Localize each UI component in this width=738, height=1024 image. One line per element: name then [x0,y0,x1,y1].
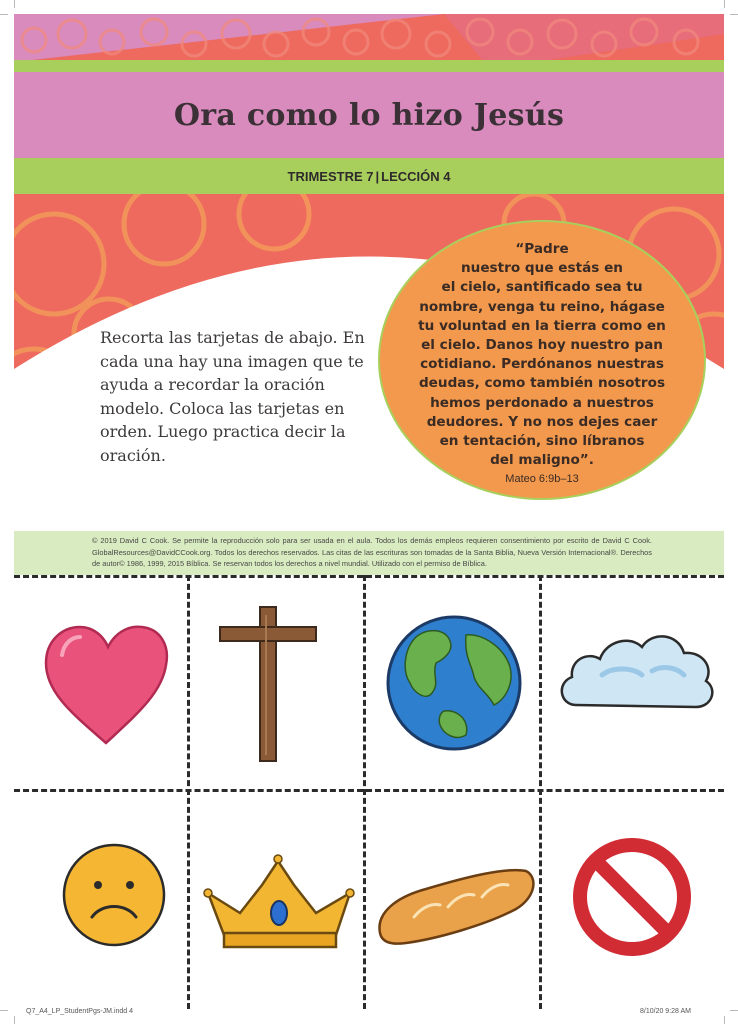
decorative-top-band [14,14,724,62]
green-strip [14,60,724,72]
card-globe[interactable] [366,575,540,787]
card-crown[interactable] [190,793,364,1005]
scripture-reference: Mateo 6:9b–13 [505,473,579,485]
cut-line [14,575,724,578]
scripture-line: del maligno”. [490,452,594,469]
scripture-circle [380,222,704,498]
crown-icon [190,793,364,1005]
instructions-text: Recorta las tarjetas de abajo. En cada una hay una imagen que te ayuda a recordar la oración modelo. Coloca las tarjetas en orden. Luego practica decir la oración. [100,328,365,465]
globe-icon [366,575,540,787]
card-no-symbol[interactable] [542,793,716,1005]
card-sad-face[interactable] [14,793,188,1005]
cutout-cards [14,575,724,1009]
separator: | [375,168,380,184]
file-slug: Q7_A4_LP_StudentPgs-JM.indd 4 [26,1008,134,1015]
scripture-line: deudas, como también nosotros [418,375,666,392]
scripture-line: nuestro que estás en [460,260,623,277]
crop-mark [14,0,15,8]
card-cloud[interactable] [542,575,716,787]
timestamp-slug: 8/10/20 9:28 AM [640,1008,691,1015]
crop-mark [730,1010,738,1011]
scripture-line: el cielo. Danos hoy nuestro pan [421,337,663,354]
term-label: TRIMESTRE 7 [287,168,374,184]
scripture-line: deudores. Y no nos dejes caer [426,413,658,430]
heart-icon [14,575,188,787]
cut-line [539,575,542,1009]
crop-mark [0,14,8,15]
cloud-icon [542,575,724,787]
crop-mark [730,14,738,15]
cut-line [363,575,366,1009]
title-band [14,72,724,158]
card-cross[interactable] [190,575,364,787]
lesson-band [14,158,724,194]
cut-line [14,789,724,792]
scripture-text [390,240,694,470]
crop-mark [14,1016,15,1024]
scripture-line: tu voluntad en la tierra como en [418,317,666,334]
crop-mark [0,1010,8,1011]
cross-icon [190,575,364,787]
page-title: Ora como lo hizo Jesús [173,97,565,133]
crop-mark [724,1016,725,1024]
cut-line [187,575,190,1009]
no-symbol-icon [542,793,716,1005]
lesson-label: LECCIÓN 4 [381,168,451,184]
scripture-line: el cielo, santificado sea tu [441,279,643,296]
card-bread[interactable] [366,793,540,1005]
card-heart[interactable] [14,575,188,787]
copyright-notice: © 2019 David C Cook. Se permite la reproducción solo para ser usada en el aula. Todos los demás empleos requieren consentimiento por escrito de David C Cook. GlobalResources@DavidCCook.org. Todos los derechos reservados. Las citas de las escrituras son tomadas de la Santa Biblia, Nueva Versión Internacional®. Derechos de autor© 1986, 1999, 2015 Bíblica. Se reservan todos los derechos a nivel mundial. Utilizado con el permiso de Bíblica. [14,531,724,575]
scripture-line: “Padre [515,241,569,257]
crop-mark [724,0,725,8]
bread-icon [366,793,540,1005]
scripture-line: en tentación, sino líbranos [439,433,645,450]
sad-face-icon [14,793,188,1005]
scripture-line: cotidiano. Perdónanos nuestras [420,356,664,373]
scripture-line: nombre, venga tu reino, hágase [419,298,665,315]
scripture-line: hemos perdonado a nuestros [430,394,654,411]
